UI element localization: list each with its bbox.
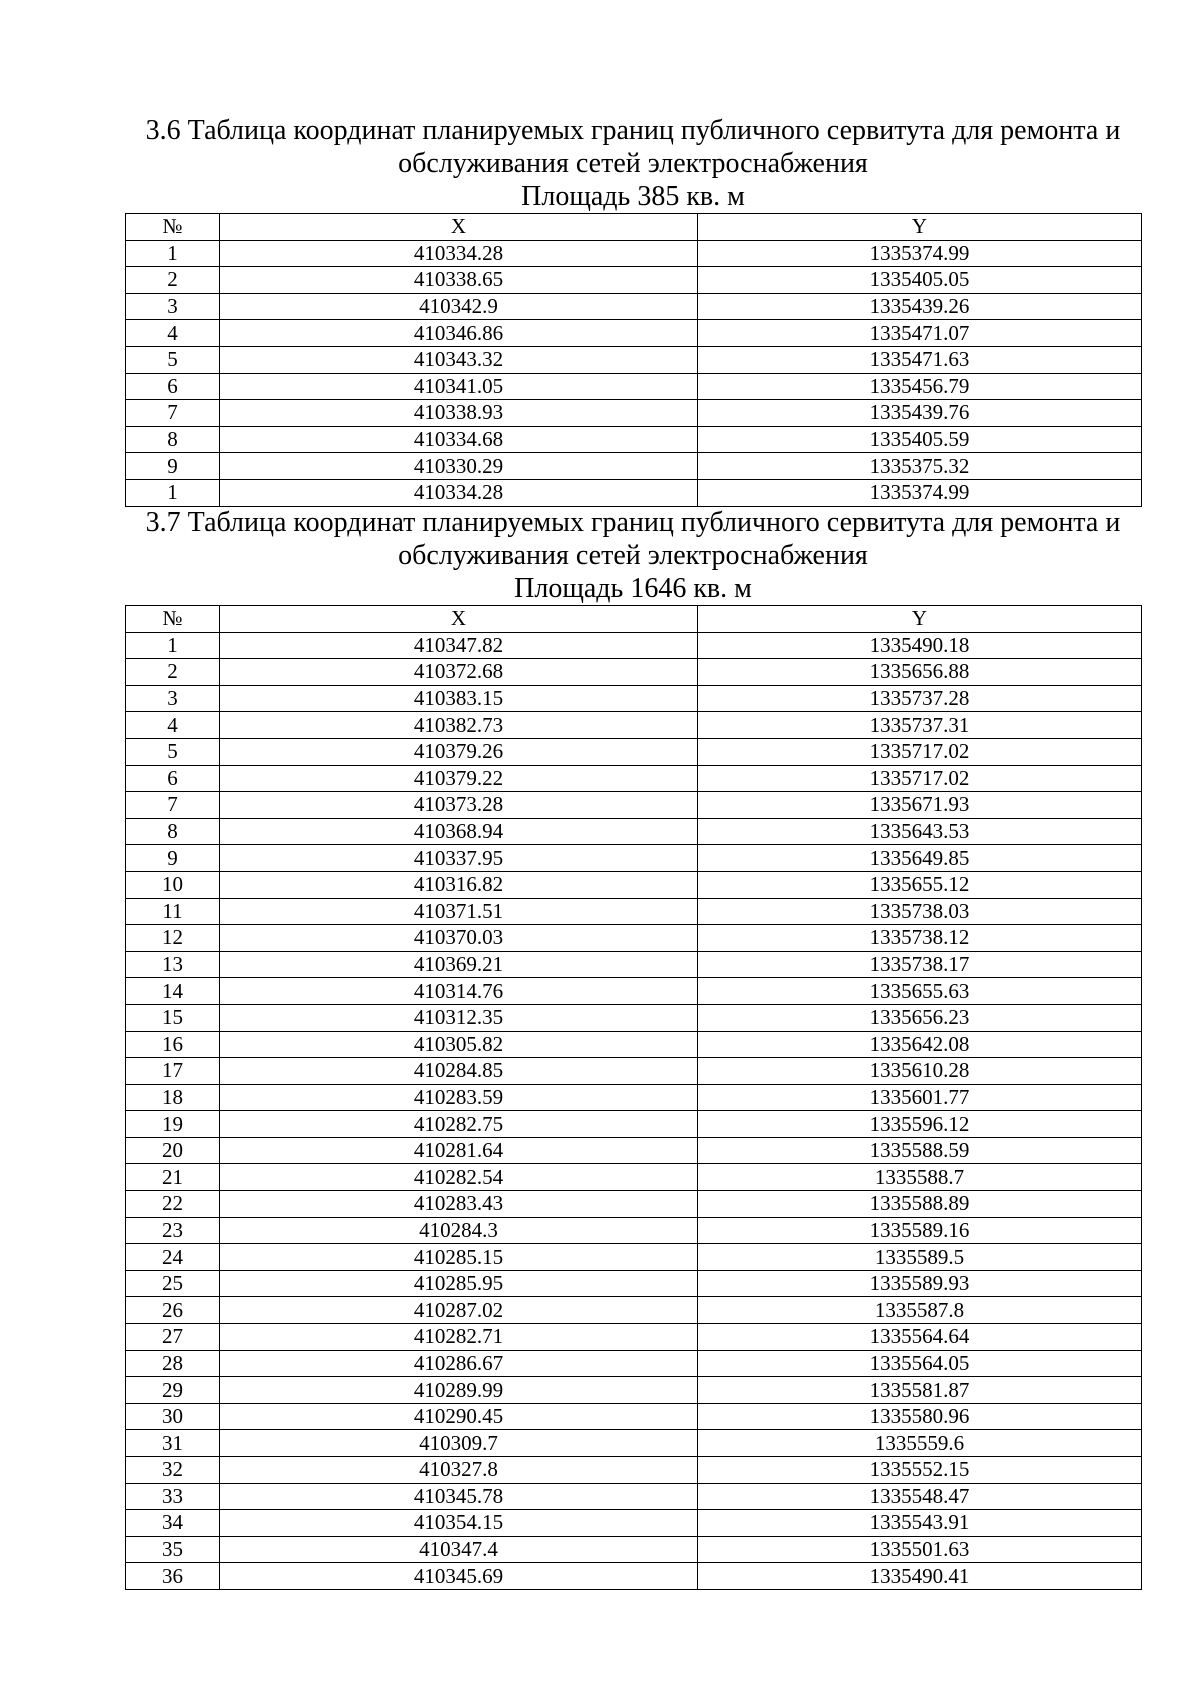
y-coordinate-cell: 1335589.16	[698, 1217, 1142, 1244]
x-coordinate-cell: 410330.29	[220, 453, 698, 480]
section-area: Площадь 1646 кв. м	[514, 573, 752, 604]
table-row	[126, 1324, 1142, 1351]
y-coordinate-cell: 1335471.07	[698, 320, 1142, 347]
y-coordinate-cell: 1335490.18	[698, 632, 1142, 659]
table-row	[126, 479, 1142, 506]
column-header-number: №	[126, 606, 220, 633]
point-number-cell: 14	[126, 978, 220, 1005]
section-3-6	[125, 114, 1141, 507]
point-number-cell: 1	[126, 240, 220, 267]
x-coordinate-cell: 410370.03	[220, 925, 698, 952]
table-row	[126, 1563, 1142, 1590]
y-coordinate-cell: 1335656.23	[698, 1004, 1142, 1031]
y-coordinate-cell: 1335737.31	[698, 712, 1142, 739]
x-coordinate-cell: 410286.67	[220, 1350, 698, 1377]
coordinates-table	[125, 605, 1142, 1590]
table-row	[126, 1084, 1142, 1111]
table-row	[126, 1164, 1142, 1191]
y-coordinate-cell: 1335601.77	[698, 1084, 1142, 1111]
x-coordinate-cell: 410346.86	[220, 320, 698, 347]
x-coordinate-cell: 410285.95	[220, 1270, 698, 1297]
table-row	[126, 1350, 1142, 1377]
point-number-cell: 32	[126, 1457, 220, 1484]
x-coordinate-cell: 410281.64	[220, 1137, 698, 1164]
x-coordinate-cell: 410382.73	[220, 712, 698, 739]
point-number-cell: 34	[126, 1510, 220, 1537]
table-row	[126, 1510, 1142, 1537]
table-row	[126, 792, 1142, 819]
table-row	[126, 818, 1142, 845]
y-coordinate-cell: 1335671.93	[698, 792, 1142, 819]
table-row	[126, 871, 1142, 898]
x-coordinate-cell: 410334.68	[220, 426, 698, 453]
table-row	[126, 1111, 1142, 1138]
table-row	[126, 1270, 1142, 1297]
point-number-cell: 19	[126, 1111, 220, 1138]
y-coordinate-cell: 1335643.53	[698, 818, 1142, 845]
table-row	[126, 1483, 1142, 1510]
y-coordinate-cell: 1335738.17	[698, 951, 1142, 978]
y-coordinate-cell: 1335439.26	[698, 293, 1142, 320]
x-coordinate-cell: 410284.3	[220, 1217, 698, 1244]
point-number-cell: 36	[126, 1563, 220, 1590]
point-number-cell: 5	[126, 346, 220, 373]
section-title-line1: 3.6 Таблица координат планируемых границ публичного сервитута для ремонта и	[145, 115, 1121, 146]
table-row	[126, 240, 1142, 267]
coordinates-table	[125, 213, 1142, 507]
y-coordinate-cell: 1335656.88	[698, 659, 1142, 686]
point-number-cell: 28	[126, 1350, 220, 1377]
y-coordinate-cell: 1335610.28	[698, 1058, 1142, 1085]
point-number-cell: 12	[126, 925, 220, 952]
x-coordinate-cell: 410371.51	[220, 898, 698, 925]
x-coordinate-cell: 410347.82	[220, 632, 698, 659]
x-coordinate-cell: 410345.78	[220, 1483, 698, 1510]
column-header-x: X	[220, 606, 698, 633]
y-coordinate-cell: 1335548.47	[698, 1483, 1142, 1510]
y-coordinate-cell: 1335588.7	[698, 1164, 1142, 1191]
y-coordinate-cell: 1335501.63	[698, 1536, 1142, 1563]
point-number-cell: 30	[126, 1403, 220, 1430]
x-coordinate-cell: 410283.59	[220, 1084, 698, 1111]
x-coordinate-cell: 410309.7	[220, 1430, 698, 1457]
y-coordinate-cell: 1335580.96	[698, 1403, 1142, 1430]
x-coordinate-cell: 410334.28	[220, 479, 698, 506]
table-row	[126, 632, 1142, 659]
x-coordinate-cell: 410316.82	[220, 871, 698, 898]
point-number-cell: 7	[126, 792, 220, 819]
x-coordinate-cell: 410327.8	[220, 1457, 698, 1484]
table-row	[126, 1191, 1142, 1218]
x-coordinate-cell: 410287.02	[220, 1297, 698, 1324]
point-number-cell: 13	[126, 951, 220, 978]
table-row	[126, 1137, 1142, 1164]
point-number-cell: 3	[126, 293, 220, 320]
y-coordinate-cell: 1335374.99	[698, 479, 1142, 506]
point-number-cell: 23	[126, 1217, 220, 1244]
y-coordinate-cell: 1335717.02	[698, 738, 1142, 765]
point-number-cell: 8	[126, 818, 220, 845]
x-coordinate-cell: 410341.05	[220, 373, 698, 400]
point-number-cell: 25	[126, 1270, 220, 1297]
y-coordinate-cell: 1335588.59	[698, 1137, 1142, 1164]
column-header-number: №	[126, 214, 220, 241]
y-coordinate-cell: 1335564.05	[698, 1350, 1142, 1377]
x-coordinate-cell: 410338.65	[220, 267, 698, 294]
point-number-cell: 17	[126, 1058, 220, 1085]
section-3-7	[125, 506, 1141, 1590]
point-number-cell: 31	[126, 1430, 220, 1457]
x-coordinate-cell: 410305.82	[220, 1031, 698, 1058]
y-coordinate-cell: 1335564.64	[698, 1324, 1142, 1351]
point-number-cell: 1	[126, 632, 220, 659]
x-coordinate-cell: 410337.95	[220, 845, 698, 872]
table-row	[126, 712, 1142, 739]
y-coordinate-cell: 1335589.5	[698, 1244, 1142, 1271]
table-row	[126, 267, 1142, 294]
x-coordinate-cell: 410354.15	[220, 1510, 698, 1537]
x-coordinate-cell: 410283.43	[220, 1191, 698, 1218]
table-row	[126, 1031, 1142, 1058]
table-row	[126, 1457, 1142, 1484]
y-coordinate-cell: 1335649.85	[698, 845, 1142, 872]
y-coordinate-cell: 1335375.32	[698, 453, 1142, 480]
table-row	[126, 951, 1142, 978]
point-number-cell: 4	[126, 712, 220, 739]
table-row	[126, 845, 1142, 872]
x-coordinate-cell: 410345.69	[220, 1563, 698, 1590]
x-coordinate-cell: 410383.15	[220, 685, 698, 712]
point-number-cell: 35	[126, 1536, 220, 1563]
table-row	[126, 765, 1142, 792]
x-coordinate-cell: 410338.93	[220, 400, 698, 427]
point-number-cell: 8	[126, 426, 220, 453]
y-coordinate-cell: 1335543.91	[698, 1510, 1142, 1537]
y-coordinate-cell: 1335552.15	[698, 1457, 1142, 1484]
point-number-cell: 6	[126, 373, 220, 400]
y-coordinate-cell: 1335655.63	[698, 978, 1142, 1005]
section-area: Площадь 385 кв. м	[521, 181, 745, 212]
section-title-line2: обслуживания сетей электроснабжения	[398, 148, 868, 179]
table-row	[126, 659, 1142, 686]
x-coordinate-cell: 410284.85	[220, 1058, 698, 1085]
table-row	[126, 925, 1142, 952]
y-coordinate-cell: 1335581.87	[698, 1377, 1142, 1404]
point-number-cell: 4	[126, 320, 220, 347]
table-row	[126, 1377, 1142, 1404]
table-row	[126, 320, 1142, 347]
x-coordinate-cell: 410347.4	[220, 1536, 698, 1563]
table-header-row	[126, 214, 1142, 241]
y-coordinate-cell: 1335737.28	[698, 685, 1142, 712]
table-row	[126, 1004, 1142, 1031]
section-title-line2: обслуживания сетей электроснабжения	[398, 540, 868, 571]
table-row	[126, 1403, 1142, 1430]
column-header-y: Y	[698, 214, 1142, 241]
y-coordinate-cell: 1335471.63	[698, 346, 1142, 373]
point-number-cell: 27	[126, 1324, 220, 1351]
table-row	[126, 685, 1142, 712]
point-number-cell: 16	[126, 1031, 220, 1058]
y-coordinate-cell: 1335587.8	[698, 1297, 1142, 1324]
point-number-cell: 6	[126, 765, 220, 792]
point-number-cell: 7	[126, 400, 220, 427]
point-number-cell: 20	[126, 1137, 220, 1164]
table-row	[126, 1430, 1142, 1457]
table-row	[126, 453, 1142, 480]
y-coordinate-cell: 1335588.89	[698, 1191, 1142, 1218]
x-coordinate-cell: 410343.32	[220, 346, 698, 373]
x-coordinate-cell: 410289.99	[220, 1377, 698, 1404]
x-coordinate-cell: 410372.68	[220, 659, 698, 686]
x-coordinate-cell: 410314.76	[220, 978, 698, 1005]
point-number-cell: 21	[126, 1164, 220, 1191]
x-coordinate-cell: 410282.71	[220, 1324, 698, 1351]
table-row	[126, 1217, 1142, 1244]
table-row	[126, 1244, 1142, 1271]
x-coordinate-cell: 410290.45	[220, 1403, 698, 1430]
x-coordinate-cell: 410285.15	[220, 1244, 698, 1271]
x-coordinate-cell: 410379.26	[220, 738, 698, 765]
y-coordinate-cell: 1335456.79	[698, 373, 1142, 400]
table-row	[126, 898, 1142, 925]
column-header-x: X	[220, 214, 698, 241]
table-row	[126, 978, 1142, 1005]
point-number-cell: 9	[126, 453, 220, 480]
table-row	[126, 373, 1142, 400]
table-row	[126, 1058, 1142, 1085]
x-coordinate-cell: 410342.9	[220, 293, 698, 320]
x-coordinate-cell: 410379.22	[220, 765, 698, 792]
x-coordinate-cell: 410373.28	[220, 792, 698, 819]
y-coordinate-cell: 1335374.99	[698, 240, 1142, 267]
column-header-y: Y	[698, 606, 1142, 633]
table-row	[126, 400, 1142, 427]
table-row	[126, 426, 1142, 453]
y-coordinate-cell: 1335490.41	[698, 1563, 1142, 1590]
point-number-cell: 3	[126, 685, 220, 712]
point-number-cell: 1	[126, 479, 220, 506]
point-number-cell: 11	[126, 898, 220, 925]
point-number-cell: 9	[126, 845, 220, 872]
table-row	[126, 1297, 1142, 1324]
table-row	[126, 293, 1142, 320]
point-number-cell: 29	[126, 1377, 220, 1404]
y-coordinate-cell: 1335405.05	[698, 267, 1142, 294]
point-number-cell: 22	[126, 1191, 220, 1218]
point-number-cell: 24	[126, 1244, 220, 1271]
point-number-cell: 33	[126, 1483, 220, 1510]
y-coordinate-cell: 1335738.12	[698, 925, 1142, 952]
point-number-cell: 5	[126, 738, 220, 765]
y-coordinate-cell: 1335655.12	[698, 871, 1142, 898]
section-title-line1: 3.7 Таблица координат планируемых границ публичного сервитута для ремонта и	[145, 507, 1121, 538]
point-number-cell: 18	[126, 1084, 220, 1111]
point-number-cell: 10	[126, 871, 220, 898]
point-number-cell: 15	[126, 1004, 220, 1031]
table-row	[126, 738, 1142, 765]
x-coordinate-cell: 410369.21	[220, 951, 698, 978]
y-coordinate-cell: 1335738.03	[698, 898, 1142, 925]
point-number-cell: 2	[126, 659, 220, 686]
table-row	[126, 346, 1142, 373]
x-coordinate-cell: 410312.35	[220, 1004, 698, 1031]
y-coordinate-cell: 1335596.12	[698, 1111, 1142, 1138]
y-coordinate-cell: 1335589.93	[698, 1270, 1142, 1297]
x-coordinate-cell: 410334.28	[220, 240, 698, 267]
y-coordinate-cell: 1335405.59	[698, 426, 1142, 453]
table-row	[126, 1536, 1142, 1563]
y-coordinate-cell: 1335439.76	[698, 400, 1142, 427]
y-coordinate-cell: 1335642.08	[698, 1031, 1142, 1058]
x-coordinate-cell: 410368.94	[220, 818, 698, 845]
x-coordinate-cell: 410282.75	[220, 1111, 698, 1138]
y-coordinate-cell: 1335717.02	[698, 765, 1142, 792]
x-coordinate-cell: 410282.54	[220, 1164, 698, 1191]
point-number-cell: 26	[126, 1297, 220, 1324]
y-coordinate-cell: 1335559.6	[698, 1430, 1142, 1457]
point-number-cell: 2	[126, 267, 220, 294]
table-header-row	[126, 606, 1142, 633]
